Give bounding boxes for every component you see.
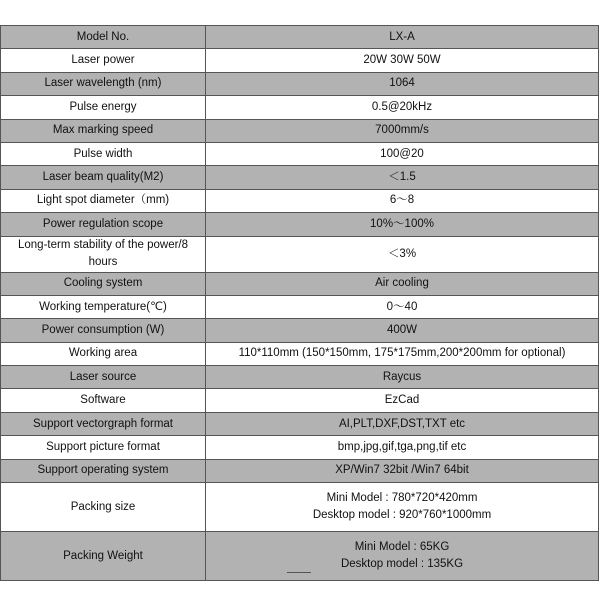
spec-value-text: 1064	[389, 77, 415, 90]
spec-value-text: 0.5@20kHz	[371, 100, 433, 113]
spec-value-text: LX-A	[389, 30, 415, 43]
table-row	[1, 96, 599, 119]
spec-value-text: EzCad	[384, 394, 420, 407]
spec-label: Model No.	[1, 26, 206, 49]
spec-label: Pulse width	[1, 142, 206, 165]
spec-table	[0, 25, 599, 581]
spec-value-text: Mini Model : 65KG	[354, 541, 450, 554]
spec-value-text: AI,PLT,DXF,DST,TXT etc	[338, 417, 466, 430]
spec-label: Working temperature(℃)	[1, 295, 206, 318]
spec-label: Power regulation scope	[1, 213, 206, 236]
spec-label: Support vectorgraph format	[1, 412, 206, 435]
spec-label: Laser beam quality(M2)	[1, 166, 206, 189]
spec-value	[206, 236, 599, 272]
spec-value	[206, 342, 599, 365]
table-row	[1, 459, 599, 482]
table-row	[1, 319, 599, 342]
spec-value	[206, 389, 599, 412]
table-row	[1, 142, 599, 165]
table-row	[1, 366, 599, 389]
table-row	[1, 412, 599, 435]
spec-label: Working area	[1, 342, 206, 365]
spec-value-text: XP/Win7 32bit /Win7 64bit	[335, 464, 469, 477]
spec-label: Pulse energy	[1, 96, 206, 119]
table-row	[1, 49, 599, 72]
table-row	[1, 72, 599, 95]
spec-value	[206, 189, 599, 212]
spec-label: Cooling system	[1, 272, 206, 295]
spec-value	[206, 49, 599, 72]
spec-label: Support operating system	[1, 459, 206, 482]
spec-value	[206, 366, 599, 389]
spec-value	[206, 213, 599, 236]
spec-label: Laser power	[1, 49, 206, 72]
spec-value-text: 10%～100%	[370, 217, 434, 230]
table-row	[1, 236, 599, 272]
table-row	[1, 342, 599, 365]
bottom-divider	[287, 572, 311, 573]
spec-value	[206, 96, 599, 119]
spec-value	[206, 412, 599, 435]
spec-value-text: Mini Model : 780*720*420mm	[326, 492, 478, 505]
spec-value	[206, 459, 599, 482]
spec-label: Max marking speed	[1, 119, 206, 142]
spec-label: Software	[1, 389, 206, 412]
table-row	[1, 532, 599, 581]
spec-value-text: 100@20	[380, 147, 424, 160]
spec-label: Packing size	[1, 483, 206, 532]
spec-value-text: bmp,jpg,gif,tga,png,tif etc	[337, 440, 467, 453]
spec-value	[206, 142, 599, 165]
spec-value-text: Air cooling	[375, 277, 429, 290]
table-row	[1, 389, 599, 412]
table-row	[1, 272, 599, 295]
spec-value-text: ＜1.5	[388, 171, 416, 184]
spec-label: Light spot diameter（mm)	[1, 189, 206, 212]
table-row	[1, 189, 599, 212]
table-row	[1, 166, 599, 189]
spec-value	[206, 72, 599, 95]
spec-value	[206, 483, 599, 532]
spec-value	[206, 319, 599, 342]
table-row	[1, 436, 599, 459]
spec-value	[206, 26, 599, 49]
spec-value-text: ＜3%	[387, 247, 417, 260]
table-row	[1, 119, 599, 142]
spec-value-text: Raycus	[382, 370, 422, 383]
table-row	[1, 295, 599, 318]
spec-value-text: 400W	[386, 323, 418, 336]
spec-table-body	[1, 26, 599, 581]
spec-value	[206, 436, 599, 459]
spec-value-text-secondary: Desktop model : 135KG	[340, 558, 464, 571]
table-row	[1, 26, 599, 49]
table-row	[1, 213, 599, 236]
spec-value-text: 7000mm/s	[375, 124, 429, 137]
spec-label: Packing Weight	[1, 532, 206, 581]
spec-label: Laser wavelength (nm)	[1, 72, 206, 95]
spec-value-text: 20W 30W 50W	[363, 54, 441, 67]
spec-value-text-secondary: Desktop model : 920*760*1000mm	[312, 509, 492, 522]
spec-label: Power consumption (W)	[1, 319, 206, 342]
spec-value-text: 6～8	[389, 194, 415, 207]
spec-value-text: 0～40	[386, 300, 418, 313]
spec-value	[206, 532, 599, 581]
table-row	[1, 483, 599, 532]
spec-value	[206, 119, 599, 142]
spec-value	[206, 272, 599, 295]
spec-value-text: 110*110mm (150*150mm, 175*175mm,200*200mm for optional)	[238, 347, 566, 360]
spec-value	[206, 166, 599, 189]
spec-value	[206, 295, 599, 318]
spec-label: Laser source	[1, 366, 206, 389]
spec-label: Support picture format	[1, 436, 206, 459]
spec-label: Long-term stability of the power/8 hours	[1, 236, 206, 272]
